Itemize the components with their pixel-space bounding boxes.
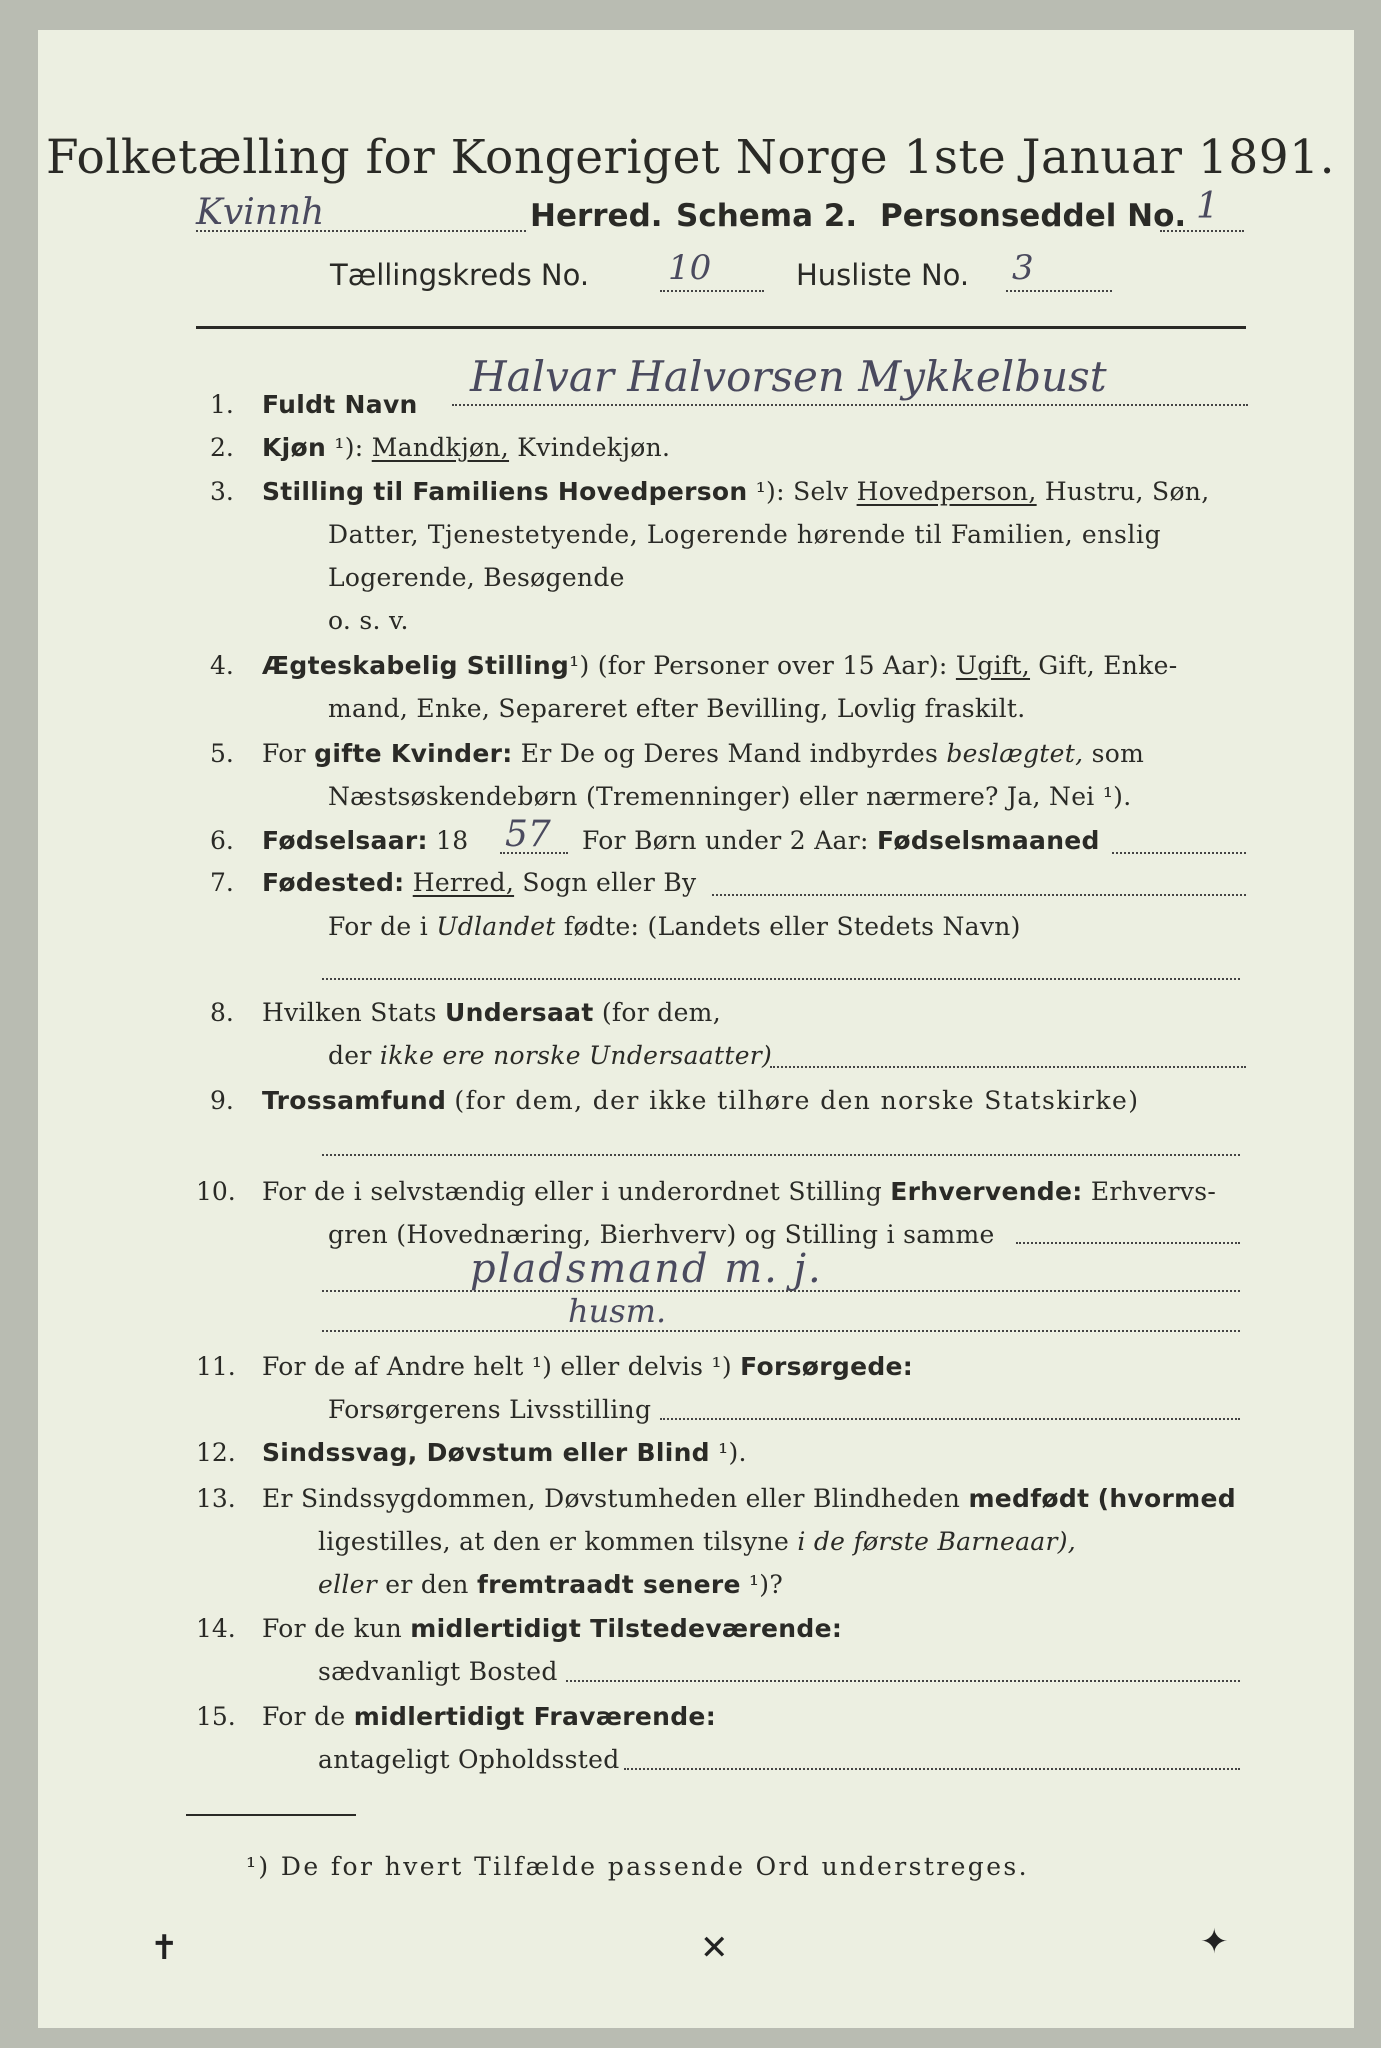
herred-label: Herred. bbox=[530, 198, 663, 234]
f4-rest: Gift, Enke- bbox=[1038, 651, 1178, 680]
f10-num: 10. bbox=[196, 1177, 236, 1206]
f3-opt-hovedperson: Hovedperson, bbox=[856, 477, 1037, 506]
f7-num: 7. bbox=[210, 868, 234, 897]
f10-text2: Erhvervs- bbox=[1090, 1177, 1217, 1206]
header-rule bbox=[196, 326, 1246, 329]
congenital-label: medfødt bbox=[968, 1484, 1090, 1513]
herred-value: Kvinnh bbox=[196, 192, 325, 233]
f8-line2a: der bbox=[328, 1041, 372, 1070]
f9-num: 9. bbox=[210, 1086, 234, 1115]
f13-line3a: er den bbox=[385, 1570, 469, 1599]
f2-num: 2. bbox=[210, 433, 234, 462]
sex-sup: ¹): bbox=[334, 433, 364, 462]
supported-label: Forsørgede: bbox=[740, 1352, 914, 1381]
full-name-label: Fuldt Navn bbox=[262, 390, 418, 419]
f5-num: 5. bbox=[210, 739, 234, 768]
form-title: Folketælling for Kongeriget Norge 1ste Januar 1891. bbox=[45, 130, 1336, 185]
f5-line2: Næstsøskendebørn (Tremenninger) eller nærmere? Ja, Nei ¹). bbox=[328, 782, 1132, 811]
f5-text2: Er De og Deres Mand indbyrdes bbox=[520, 739, 939, 768]
f15-line2: antageligt Opholdssted bbox=[318, 1745, 620, 1774]
married-women-label: gifte Kvinder: bbox=[314, 739, 513, 768]
birth-year-label: Fødselsaar: bbox=[262, 826, 428, 855]
f5-italic: beslægtet, bbox=[946, 739, 1084, 768]
occupation-label: Erhvervende: bbox=[890, 1177, 1083, 1206]
f13-line2i: i de første Barneaar), bbox=[797, 1527, 1077, 1556]
f13-text2: (hvormed bbox=[1097, 1484, 1236, 1513]
disability-label: Sindssvag, Døvstum eller Blind bbox=[262, 1438, 710, 1467]
f15-text: For de bbox=[262, 1702, 346, 1731]
footnote: ¹) De for hvert Tilfælde passende Ord understreges. bbox=[246, 1852, 1029, 1881]
sex-option-male: Mandkjøn, bbox=[371, 433, 510, 462]
f8-line2i: ikke ere norske Undersaatter) bbox=[379, 1041, 773, 1070]
f3-opt-selv: Selv bbox=[793, 477, 849, 506]
f11-num: 11. bbox=[196, 1352, 236, 1381]
temporary-absent-label: midlertidigt Fraværende: bbox=[353, 1702, 716, 1731]
f14-num: 14. bbox=[196, 1614, 236, 1643]
husliste-value: 3 bbox=[1012, 248, 1034, 288]
footnote-rule bbox=[186, 1814, 356, 1816]
personseddel-label: Personseddel No. bbox=[880, 198, 1187, 234]
full-name-value: Halvar Halvorsen Mykkelbust bbox=[470, 352, 1107, 401]
f8-text2: (for dem, bbox=[601, 998, 721, 1027]
sex-option-female: Kvindekjøn. bbox=[517, 433, 671, 462]
husliste-label: Husliste No. bbox=[796, 258, 970, 292]
f11-text1: For de af Andre helt ¹) eller delvis ¹) bbox=[262, 1352, 732, 1381]
f14-line2: sædvanligt Bosted bbox=[318, 1657, 558, 1686]
f13-line2a: ligestilles, at den er kommen tilsyne bbox=[318, 1527, 790, 1556]
occupation-value-2: husm. bbox=[568, 1292, 667, 1330]
f12-num: 12. bbox=[196, 1438, 236, 1467]
kreds-label: Tællingskreds No. bbox=[330, 258, 590, 292]
citizenship-label: Undersaat bbox=[445, 998, 594, 1027]
birth-month-label: Fødselsmaaned bbox=[876, 826, 1100, 855]
birthplace-option-herred: Herred, bbox=[412, 868, 515, 897]
f4-text: ¹) (for Personer over 15 Aar): bbox=[569, 651, 948, 680]
temporary-present-label: midlertidigt Tilstedeværende: bbox=[410, 1614, 843, 1643]
f4-line2: mand, Enke, Separeret efter Bevilling, Lovlig fraskilt. bbox=[328, 694, 1026, 723]
f8-num: 8. bbox=[210, 998, 234, 1027]
f7-line2i: Udlandet bbox=[436, 912, 556, 941]
f3-rest: Hustru, Søn, bbox=[1044, 477, 1210, 506]
f7-rest: Sogn eller By bbox=[522, 868, 697, 897]
f3-sup: ¹): bbox=[755, 477, 785, 506]
schema-label: Schema 2. bbox=[676, 198, 858, 234]
f14-text: For de kun bbox=[262, 1614, 403, 1643]
registration-mark-right: ✦ bbox=[1200, 1922, 1229, 1962]
f13-num: 13. bbox=[196, 1484, 236, 1513]
registration-mark-left: ✝ bbox=[150, 1928, 179, 1968]
f3-line2: Datter, Tjenestetyende, Logerende hørende til Familien, enslig bbox=[328, 520, 1162, 549]
f7-line2b: fødte: (Landets eller Stedets Navn) bbox=[563, 912, 1021, 941]
f8-text1: Hvilken Stats bbox=[262, 998, 437, 1027]
sex-label: Kjøn bbox=[262, 433, 327, 462]
f6-num: 6. bbox=[210, 826, 234, 855]
registration-mark-center: ✕ bbox=[700, 1928, 729, 1968]
religion-label: Trossamfund bbox=[262, 1086, 447, 1115]
f7-line2a: For de i bbox=[328, 912, 429, 941]
f13-line3i: eller bbox=[318, 1570, 378, 1599]
birth-year-value: 57 bbox=[505, 814, 551, 855]
marital-option-ugift: Ugift, bbox=[955, 651, 1031, 680]
kreds-value: 10 bbox=[668, 248, 712, 288]
occupation-value: pladsmand m. j. bbox=[470, 1246, 823, 1292]
f3-num: 3. bbox=[210, 477, 234, 506]
f13-text1: Er Sindssygdommen, Døvstumheden eller Blindheden bbox=[262, 1484, 961, 1513]
f3-line4: o. s. v. bbox=[328, 606, 409, 635]
f11-line2: Forsørgerens Livsstilling bbox=[328, 1395, 652, 1424]
f3-line3: Logerende, Besøgende bbox=[328, 563, 625, 592]
f10-line2: gren (Hovednæring, Bierhverv) og Stilling i samme bbox=[328, 1220, 995, 1249]
f4-num: 4. bbox=[210, 651, 234, 680]
f13-line3c: ¹)? bbox=[748, 1570, 784, 1599]
f5-text3: som bbox=[1091, 739, 1145, 768]
marital-status-label: Ægteskabelig Stilling bbox=[262, 651, 570, 680]
f1-num: 1. bbox=[210, 390, 234, 419]
f15-num: 15. bbox=[196, 1702, 236, 1731]
f12-sup: ¹). bbox=[718, 1438, 747, 1467]
f10-text1: For de i selvstændig eller i underordnet Stilling bbox=[262, 1177, 883, 1206]
f5-text1: For bbox=[262, 739, 306, 768]
birthplace-label: Fødested: bbox=[262, 868, 405, 897]
birth-year-prefix: 18 bbox=[436, 826, 469, 855]
later-onset-label: fremtraadt senere bbox=[476, 1570, 741, 1599]
f6-text: For Børn under 2 Aar: bbox=[582, 826, 869, 855]
f9-text: (for dem, der ikke tilhøre den norske Statskirke) bbox=[454, 1086, 1140, 1115]
personseddel-value: 1 bbox=[1196, 186, 1219, 227]
family-position-label: Stilling til Familiens Hovedperson bbox=[262, 477, 748, 506]
